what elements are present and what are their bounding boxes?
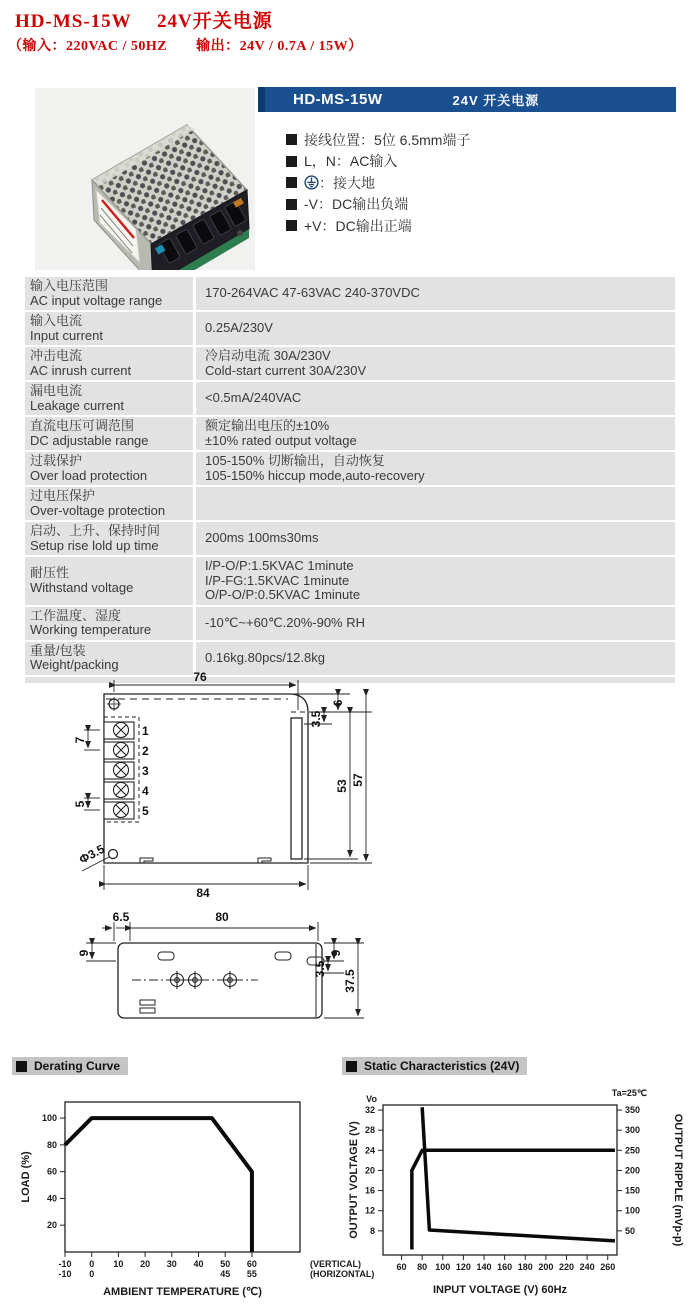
svg-text:50: 50 [220,1259,231,1269]
spec-value-line: 0.16kg.80pcs/12.8kg [205,649,325,665]
svg-text:40: 40 [193,1259,204,1269]
dim-80: 80 [215,910,229,924]
spec-item-value [196,382,675,415]
table-row [25,557,675,605]
svg-text:100: 100 [41,1113,57,1124]
spec-item-label [25,347,193,380]
square-bullet-icon [286,220,297,231]
svg-text:300: 300 [625,1125,641,1136]
model-header-bar [258,87,676,112]
table-row [25,277,675,310]
spec-label-cn: 启动、上升、保持时间 [30,523,161,538]
spec-label-en: Over load protection [30,467,148,483]
svg-text:60: 60 [46,1166,57,1177]
spec-label-cn: 漏电电流 [30,383,83,398]
spec-label-en: AC inrush current [30,362,132,378]
table-row [25,522,675,555]
spec-value-line: I/P-FG:1.5KVAC 1minute [205,572,350,588]
static-characteristics-header [342,1057,527,1075]
spec-item-label [25,452,193,485]
spec-label-en: Setup rise lold up time [30,537,159,553]
svg-text:80: 80 [46,1139,57,1150]
spec-value-line: Cold-start current 30A/230V [205,362,367,378]
svg-text:200: 200 [625,1165,641,1176]
dim-hole: Φ3.5 [76,841,107,867]
dim-left-9: 9 [77,949,91,957]
spec-item-label [25,417,193,450]
spec-item-value [196,312,675,345]
page-title: HD-MS-15W 24V开关电源 [15,11,273,32]
dim-7: 7 [73,736,87,744]
spec-label-cn: 直流电压可调范围 [30,418,135,433]
svg-text:45: 45 [220,1269,231,1279]
spec-label-cn: 输入电流 [30,313,83,328]
static-characteristics-svg [345,1080,700,1305]
svg-text:-10: -10 [58,1269,72,1279]
ground-icon [304,175,319,190]
terminal-3: 3 [142,764,149,778]
terminal-2: 2 [142,744,149,758]
svg-text:350: 350 [625,1105,641,1116]
svg-text:28: 28 [364,1125,375,1136]
svg-text:INPUT VOLTAGE (V) 60Hz: INPUT VOLTAGE (V) 60Hz [432,1284,568,1296]
spec-value-line: 冷启动电流 30A/230V [205,348,331,363]
svg-text:55: 55 [246,1269,257,1279]
svg-text:100: 100 [625,1205,641,1216]
spec-item-value [196,557,675,605]
bullet-ground [286,172,470,194]
bullet-text: -V：DC输出负端 [304,196,409,213]
spec-label-en: Withstand voltage [30,579,134,595]
spec-value-line: 额定输出电压的±10% [205,418,330,433]
bullet-ac-input [286,151,470,173]
derating-curve-svg [15,1080,383,1305]
spec-item-value [196,452,675,485]
dim-6-5: 6.5 [112,910,130,924]
svg-text:50: 50 [625,1225,636,1236]
square-bullet-icon [16,1061,27,1072]
spec-table [25,277,675,683]
spec-value-line: ±10% rated output voltage [205,432,357,448]
bullet-text: L，N：AC输入 [304,153,398,170]
svg-text:8: 8 [369,1225,375,1236]
spec-value-line: 0.25A/230V [205,320,273,336]
svg-text:(VERTICAL): (VERTICAL) [310,1259,361,1269]
svg-text:240: 240 [579,1262,595,1272]
static-characteristics-chart [345,1080,700,1310]
table-row [25,312,675,345]
bullet-text: ：接大地 [319,174,375,191]
spec-value-line: 170-264VAC 47-63VAC 240-370VDC [205,285,420,301]
table-row [25,417,675,450]
svg-text:(HORIZONTAL): (HORIZONTAL) [310,1269,375,1279]
svg-text:120: 120 [455,1262,471,1272]
spec-item-value [196,347,675,380]
svg-text:80: 80 [417,1262,428,1272]
svg-text:40: 40 [46,1193,57,1204]
spec-label-cn: 工作温度、湿度 [30,607,122,623]
bullet-dc-positive [286,215,470,237]
spec-label-en: Weight/packing [30,657,119,672]
spec-label-cn: 耐压性 [30,565,70,581]
svg-text:60: 60 [396,1262,407,1272]
svg-text:OUTPUT VOLTAGE (V): OUTPUT VOLTAGE (V) [348,1121,360,1239]
svg-text:-10: -10 [58,1259,72,1269]
power-supply-photo-illustration [35,88,255,270]
svg-text:0: 0 [89,1259,95,1269]
spec-label-cn: 输入电压范围 [30,278,109,293]
spec-item-label [25,312,193,345]
svg-text:10: 10 [113,1259,124,1269]
dim-5: 5 [73,800,87,808]
table-row [25,487,675,520]
spec-item-label [25,487,193,520]
spec-value-line: -10℃~+60℃.20%-90% RH [205,614,365,630]
bullet-dc-negative [286,194,470,216]
dim-right-9: 9 [329,949,343,957]
spec-item-value [196,522,675,555]
dimension-drawing-bottom [72,905,372,1040]
spec-value-line: <0.5mA/240VAC [205,390,302,406]
spec-label-cn: 过电压保护 [30,488,96,503]
spec-value-line: I/P-O/P:1.5KVAC 1minute [205,558,354,573]
dim-right-3-5: 3.5 [313,960,327,978]
spec-item-value [196,487,675,520]
svg-text:60: 60 [246,1259,257,1269]
derating-curve-header [12,1057,128,1075]
dim-3-5: 3.5 [309,710,323,728]
svg-text:16: 16 [364,1185,375,1196]
square-bullet-icon [346,1061,357,1072]
spec-label-cn: 冲击电流 [30,348,83,363]
svg-text:32: 32 [364,1105,375,1116]
derating-curve-chart [15,1080,383,1310]
table-row [25,452,675,485]
svg-text:220: 220 [558,1262,575,1272]
svg-text:260: 260 [600,1262,616,1272]
spec-item-label [25,607,193,640]
spec-item-value [196,417,675,450]
spec-value-line: 105-150% hiccup mode,auto-recovery [205,467,425,483]
terminal-5: 5 [142,804,149,818]
spec-item-value [196,277,675,310]
model-description: 24V 开关电源 [452,93,540,108]
svg-text:100: 100 [435,1262,451,1272]
spec-label-en: Over-voltage protection [30,502,166,518]
terminal-1: 1 [142,724,149,738]
dim-76: 76 [193,670,207,684]
svg-text:LOAD (%): LOAD (%) [20,1151,32,1203]
spec-label-cn: 重量/包装 [30,642,86,658]
svg-text:250: 250 [625,1145,641,1156]
svg-text:AMBIENT TEMPERATURE (℃): AMBIENT TEMPERATURE (℃) [103,1286,262,1298]
spec-value-line: 200ms 100ms30ms [205,530,319,546]
spec-item-value [196,607,675,640]
svg-text:180: 180 [517,1262,533,1272]
square-bullet-icon [286,177,297,188]
table-row [25,347,675,380]
spec-item-label [25,557,193,605]
spec-label-en: DC adjustable range [30,432,149,448]
dim-37-5: 37.5 [343,969,357,993]
svg-text:20: 20 [46,1220,57,1231]
svg-text:12: 12 [364,1205,375,1216]
square-bullet-icon [286,156,297,167]
spec-label-en: Leakage current [30,397,124,413]
svg-text:24: 24 [364,1145,375,1156]
dimension-drawing-top [70,668,380,900]
bullet-terminals [286,129,470,151]
dim-6: 6 [331,699,345,707]
svg-text:30: 30 [166,1259,177,1269]
svg-text:OUTPUT RIPPLE (mVp-p): OUTPUT RIPPLE (mVp-p) [672,1113,684,1247]
svg-text:150: 150 [625,1185,641,1196]
spec-value-line: O/P-O/P:0.5KVAC 1minute [205,587,361,602]
table-row [25,607,675,640]
feature-bullets [286,129,470,237]
svg-text:160: 160 [497,1262,513,1272]
spec-item-label [25,277,193,310]
header-text: Derating Curve [34,1059,121,1073]
square-bullet-icon [286,199,297,210]
svg-text:0: 0 [89,1269,95,1279]
dim-53: 53 [335,779,349,793]
svg-text:20: 20 [140,1259,151,1269]
spec-item-label [25,382,193,415]
spec-value-line: 105-150% 切断输出，自动恢复 [205,453,385,468]
dim-57: 57 [351,773,365,787]
bullet-text: +V：DC输出正端 [304,217,412,234]
spec-item-label [25,522,193,555]
svg-text:20: 20 [364,1165,375,1176]
spec-label-en: Input current [30,327,103,343]
svg-text:140: 140 [476,1262,492,1272]
page-subtitle: （输入：220VAC / 50HZ 输出：24V / 0.7A / 15W） [8,39,363,54]
spec-label-en: AC input voltage range [30,292,163,308]
product-photo [35,88,255,270]
model-name: HD-MS-15W [293,91,383,108]
spec-label-cn: 过载保护 [30,453,83,468]
svg-text:Ta=25℃: Ta=25℃ [611,1088,647,1098]
svg-text:Vo: Vo [366,1094,377,1104]
dim-84: 84 [196,886,210,900]
square-bullet-icon [286,134,297,145]
bullet-text: 接线位置：5位 6.5mm端子 [304,131,471,148]
header-cap [258,87,265,112]
table-row [25,382,675,415]
spec-label-en: Working temperature [30,622,152,637]
svg-text:200: 200 [538,1262,554,1272]
header-text: Static Characteristics (24V) [364,1059,520,1073]
terminal-4: 4 [142,784,149,798]
